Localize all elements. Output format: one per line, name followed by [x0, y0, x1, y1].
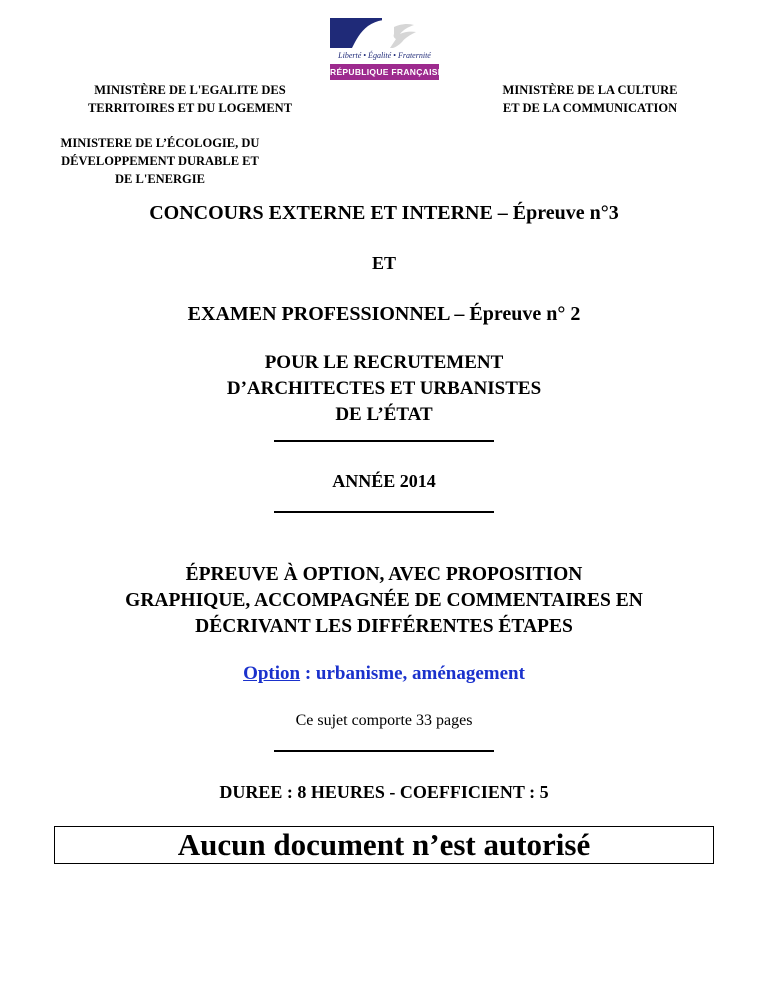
recrutement-title: POUR LE RECRUTEMENT D’ARCHITECTES ET URBANISTES DE L’ÉTAT [226, 352, 542, 425]
page-count-note: Ce sujet comporte 33 pages [295, 712, 473, 729]
option-line [0, 663, 768, 685]
ministry-culture: MINISTÈRE DE LA CULTURE ET DE LA COMMUNICATION [502, 83, 678, 115]
divider-rule [274, 440, 494, 442]
duration-coefficient: DUREE : 8 HEURES - COEFFICIENT : 5 [219, 782, 549, 802]
year-label: ANNÉE 2014 [332, 471, 436, 491]
option-value: : urbanisme, aménagement [300, 663, 525, 684]
epreuve-description: ÉPREUVE À OPTION, AVEC PROPOSITION GRAPHIQUE, ACCOMPAGNÉE DE COMMENTAIRES EN DÉCRIVANT LES DIFFÉRENTES ÉTAPES [125, 564, 643, 637]
conjunction-et: ET [371, 253, 396, 273]
ministry-ecologie: MINISTERE DE L’ÉCOLOGIE, DU DÉVELOPPEMENT DURABLE ET DE L'ENERGIE [60, 136, 260, 186]
option-keyword: Option [243, 663, 301, 684]
concours-title: CONCOURS EXTERNE ET INTERNE – Épreuve n°3 [149, 202, 619, 224]
divider-rule [274, 511, 494, 513]
divider-rule [274, 750, 494, 752]
ministry-egalite-territoires: MINISTÈRE DE L'EGALITE DES TERRITOIRES ET DU LOGEMENT [87, 83, 293, 115]
examen-title: EXAMEN PROFESSIONNEL – Épreuve n° 2 [187, 303, 581, 325]
republique-francaise-logo [330, 18, 444, 80]
no-documents-warning: Aucun document n’est autorisé [54, 826, 714, 864]
logo-republique-label: RÉPUBLIQUE FRANÇAISE [330, 64, 439, 80]
logo-motto: Liberté • Égalité • Fraternité [338, 51, 431, 60]
marianne-emblem [330, 18, 439, 64]
